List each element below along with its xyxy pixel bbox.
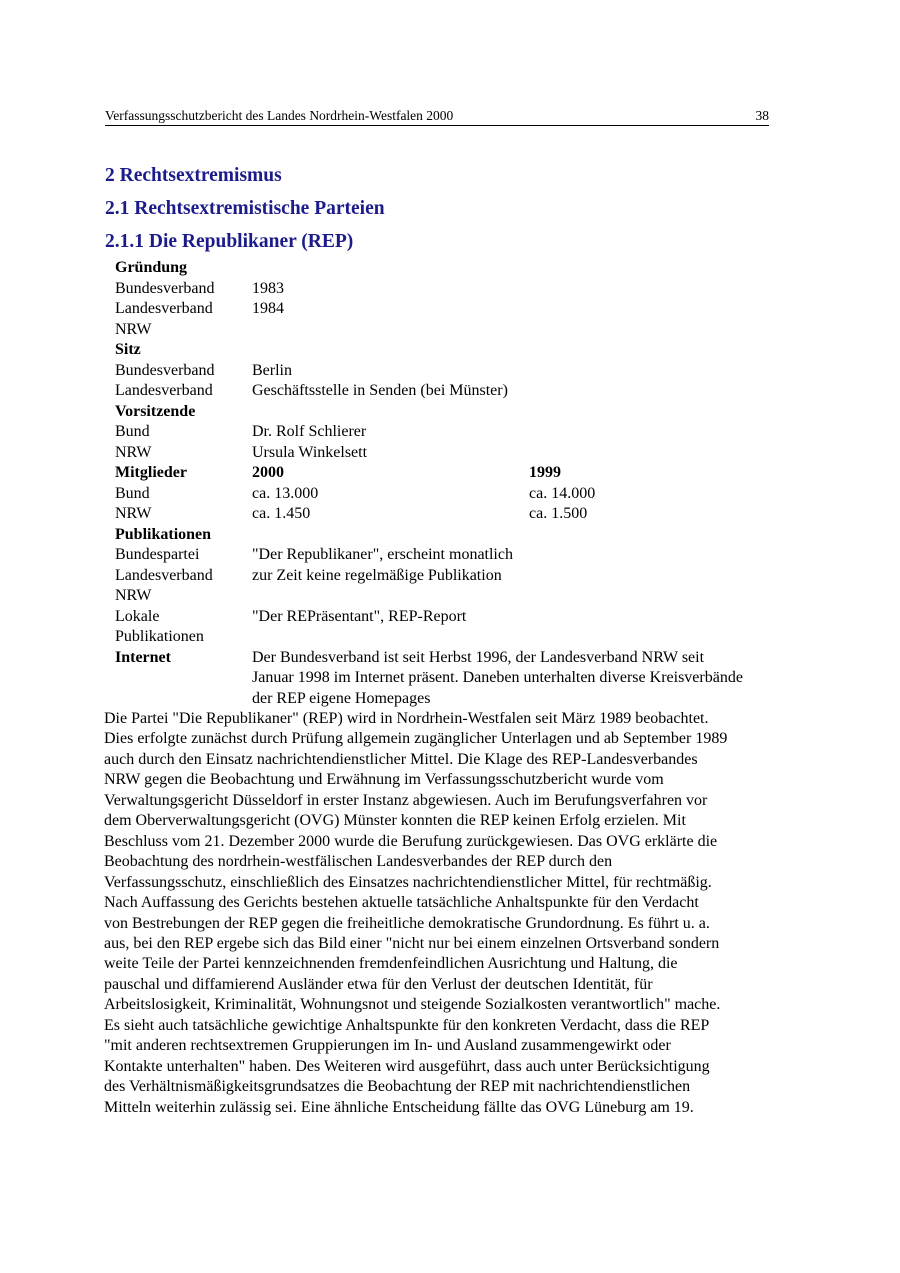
fact-group-label: Internet <box>115 648 171 666</box>
fact-label: Bund <box>115 484 150 502</box>
internet-line: der REP eigene Homepages <box>252 689 431 707</box>
internet-line: Januar 1998 im Internet präsent. Daneben unterhalten diverse Kreisverbände <box>252 669 743 686</box>
fact-label: NRW <box>115 587 152 604</box>
body-line: Verfassungsschutz, einschließlich des Einsatzes nachrichtendienstlicher Mittel, für rechtmäßig. <box>104 873 712 891</box>
internet-line: Der Bundesverband ist seit Herbst 1996, der Landesverband NRW seit <box>252 648 705 666</box>
fact-label: NRW <box>115 320 152 338</box>
year-header: 1999 <box>529 464 561 481</box>
body-line: Arbeitslosigkeit, Kriminalität, Wohnungsnot und steigende Sozialkosten verantwortlich" mache. <box>104 996 721 1014</box>
fact-row <box>115 361 805 382</box>
fact-row <box>115 504 805 525</box>
body-line: dem Oberverwaltungsgericht (OVG) Münster konnten die REP keinen Erfolg erzielen. Mit <box>104 812 686 830</box>
fact-group-label: Vorsitzende <box>115 402 196 420</box>
fact-value: Geschäftsstelle in Senden (bei Münster) <box>252 382 508 399</box>
fact-label: Lokale <box>115 607 160 625</box>
fact-group-label: Mitglieder <box>115 464 187 481</box>
body-line: Nach Auffassung des Gerichts bestehen aktuelle tatsächliche Anhaltspunkte für den Verdacht <box>104 894 699 912</box>
body-line: Dies erfolgte zunächst durch Prüfung allgemein zugänglicher Unterlagen und ab September 1989 <box>104 730 728 748</box>
fact-label: Landesverband <box>115 382 213 399</box>
body-line: Beobachtung des nordrhein-westfälischen Landesverbandes der REP durch den <box>104 853 613 871</box>
body-line: von Bestrebungen der REP gegen die freiheitliche demokratische Grundordnung. Es führt u. a. <box>104 914 710 932</box>
fact-value: Ursula Winkelsett <box>252 443 368 461</box>
fact-table <box>115 258 805 709</box>
fact-label: Bundesverband <box>115 279 215 297</box>
body-line: Kontakte unterhalten" haben. Des Weiteren wird ausgeführt, dass auch unter Berücksichtigung <box>104 1057 710 1075</box>
fact-row <box>115 484 805 505</box>
body-paragraph <box>104 709 804 1118</box>
fact-label: Landesverband <box>115 300 213 317</box>
fact-label: Publikationen <box>115 628 204 645</box>
fact-group-label: Sitz <box>115 341 141 358</box>
fact-row <box>115 627 805 648</box>
fact-value: 1983 <box>252 279 284 297</box>
body-line: Mitteln weiterhin zulässig sei. Eine ähnliche Entscheidung fällte das OVG Lüneburg am 19. <box>104 1098 694 1116</box>
fact-label: Bundesverband <box>115 361 215 379</box>
fact-row <box>115 279 805 300</box>
body-line: "mit anderen rechtsextremen Gruppierungen im In- und Ausland zusammengewirkt oder <box>104 1037 671 1055</box>
body-line: des Verhältnismäßigkeitsgrundsatzes die Beobachtung der REP mit nachrichtendienstlichen <box>104 1078 691 1096</box>
body-line: Die Partei "Die Republikaner" (REP) wird in Nordrhein-Westfalen seit März 1989 beobachtet. <box>104 710 709 727</box>
fact-label: NRW <box>115 505 152 522</box>
body-line: Beschluss vom 21. Dezember 2000 wurde die Berufung zurückgewiesen. Das OVG erklärte die <box>104 832 718 850</box>
fact-row <box>115 258 805 279</box>
fact-label: Bund <box>115 423 150 440</box>
fact-value: 1984 <box>252 300 284 317</box>
fact-row <box>115 545 805 566</box>
body-line: Verwaltungsgericht Düsseldorf in erster Instanz abgewiesen. Auch im Berufungsverfahren vor <box>104 791 708 809</box>
heading-chapter: 2 Rechtsextremismus <box>105 165 282 186</box>
fact-row <box>115 525 805 546</box>
heading-section: 2.1 Rechtsextremistische Parteien <box>105 198 385 219</box>
fact-group-label: Publikationen <box>115 525 212 543</box>
fact-value: "Der Republikaner", erscheint monatlich <box>252 546 513 563</box>
fact-value: ca. 13.000 <box>252 484 319 502</box>
fact-value: ca. 1.500 <box>529 505 588 522</box>
body-line: pauschal und diffamierend Ausländer etwa für den Verlust der deutschen Identität, für <box>104 975 653 993</box>
fact-value: ca. 1.450 <box>252 505 311 522</box>
fact-label: NRW <box>115 443 152 461</box>
fact-value: ca. 14.000 <box>529 484 596 502</box>
fact-row <box>115 299 805 320</box>
body-line: auch durch den Einsatz nachrichtendienstlicher Mittel. Die Klage des REP-Landesverbandes <box>104 750 698 768</box>
fact-value <box>252 648 802 710</box>
fact-group-label: Gründung <box>115 259 188 276</box>
fact-row <box>115 340 805 361</box>
fact-row <box>115 648 805 710</box>
page-number: 38 <box>755 108 769 123</box>
fact-row <box>115 320 805 341</box>
body-line: aus, bei den REP ergebe sich das Bild einer "nicht nur bei einem einzelnen Ortsverband sondern <box>104 934 720 952</box>
running-header <box>105 108 769 126</box>
body-line: NRW gegen die Beobachtung und Erwähnung im Verfassungsschutzbericht wurde vom <box>104 771 664 789</box>
body-line: weite Teile der Partei kennzeichnenden fremdenfeindlichen Ausrichtung und Haltung, die <box>104 955 678 973</box>
fact-value: zur Zeit keine regelmäßige Publikation <box>252 566 502 584</box>
fact-label: Bundespartei <box>115 546 200 563</box>
fact-value: Berlin <box>252 361 292 379</box>
fact-row <box>115 443 805 464</box>
fact-row <box>115 381 805 402</box>
fact-value: Dr. Rolf Schlierer <box>252 423 367 440</box>
fact-row <box>115 607 805 628</box>
header-title: Verfassungsschutzbericht des Landes Nordrhein-Westfalen 2000 <box>105 108 454 123</box>
heading-subsection: 2.1.1 Die Republikaner (REP) <box>105 231 354 252</box>
fact-row <box>115 463 805 484</box>
fact-row <box>115 586 805 607</box>
fact-label: Landesverband <box>115 566 213 584</box>
fact-row <box>115 566 805 587</box>
fact-value: "Der REPräsentant", REP-Report <box>252 607 467 625</box>
body-line: Es sieht auch tatsächliche gewichtige Anhaltspunkte für den konkreten Verdacht, dass die REP <box>104 1016 710 1034</box>
fact-row <box>115 422 805 443</box>
fact-row <box>115 402 805 423</box>
year-header: 2000 <box>252 464 284 481</box>
